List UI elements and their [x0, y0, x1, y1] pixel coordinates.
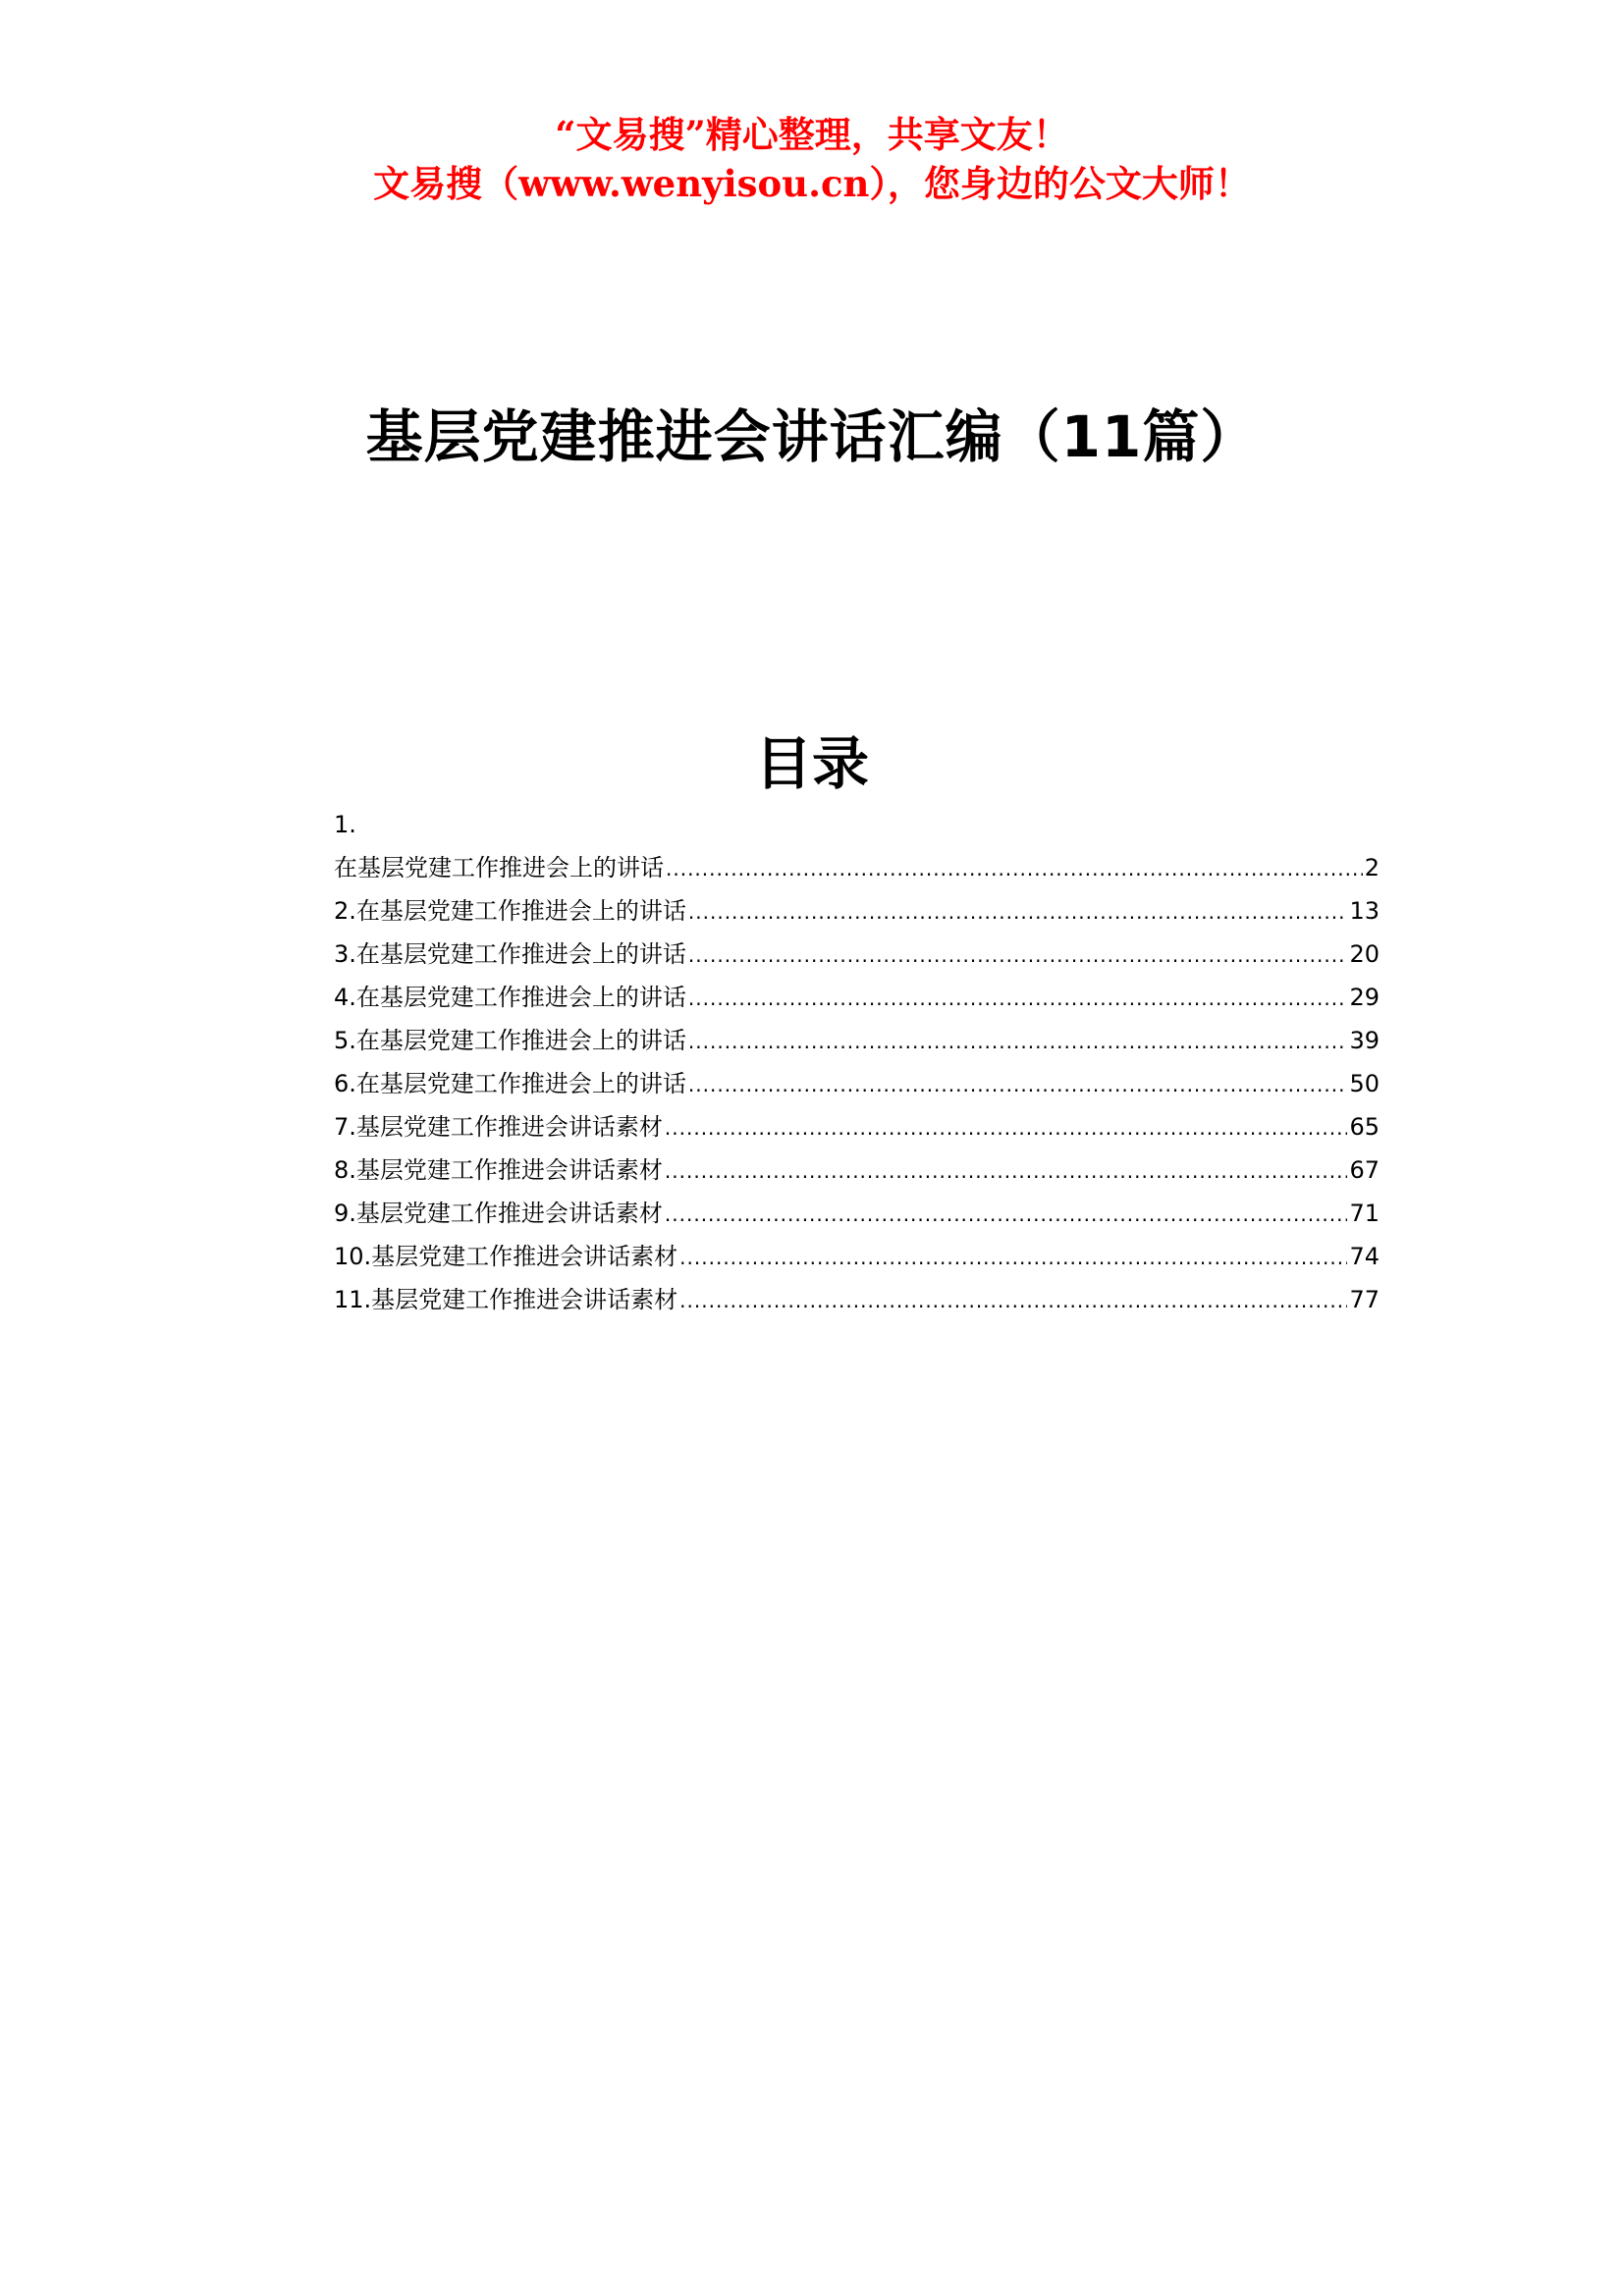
- toc-entry-page: 2: [1364, 854, 1380, 881]
- table-of-contents: [334, 803, 1380, 1321]
- toc-entry-page: 77: [1349, 1286, 1380, 1313]
- toc-entry-number: 5.: [334, 1027, 356, 1054]
- toc-entry-text: 在基层党建工作推进会上的讲话: [355, 1070, 686, 1097]
- toc-entry-title: [334, 1192, 663, 1235]
- toc-entry-4[interactable]: [334, 976, 1380, 1019]
- toc-dot-leader: [679, 1236, 1347, 1279]
- toc-dot-leader: [679, 1279, 1347, 1322]
- toc-entry-3[interactable]: [334, 933, 1380, 976]
- toc-entry-page: 13: [1349, 897, 1380, 925]
- toc-entry-10[interactable]: [334, 1235, 1380, 1278]
- toc-entry-text: 基层党建工作推进会讲话素材: [355, 1113, 663, 1141]
- toc-entry-title: [334, 1148, 663, 1192]
- toc-entry-text: 基层党建工作推进会讲话素材: [355, 1156, 663, 1184]
- toc-entry-title: [334, 933, 686, 976]
- toc-entry-title: [334, 846, 664, 889]
- toc-dot-leader: [666, 847, 1363, 890]
- toc-dot-leader: [688, 1063, 1348, 1106]
- toc-entry-number: 3.: [334, 940, 356, 968]
- toc-entry-text: 在基层党建工作推进会上的讲话: [334, 854, 664, 881]
- toc-entry-number: 6.: [334, 1070, 356, 1097]
- toc-entry-number: 2.: [334, 897, 356, 925]
- toc-entry-1-number: 1.: [334, 811, 356, 838]
- toc-entry-title: [334, 889, 686, 933]
- toc-entry-title: [334, 1105, 663, 1148]
- toc-entry-page: 71: [1349, 1200, 1380, 1227]
- toc-entry-number: 9.: [334, 1200, 356, 1227]
- toc-entry-title: [334, 1235, 677, 1278]
- toc-dot-leader: [665, 1193, 1348, 1236]
- toc-entry-number: 11.: [334, 1286, 372, 1313]
- toc-entry-page: 20: [1349, 940, 1380, 968]
- toc-dot-leader: [665, 1106, 1348, 1149]
- toc-dot-leader: [688, 977, 1348, 1020]
- toc-entry-9[interactable]: [334, 1192, 1380, 1235]
- toc-entry-6[interactable]: [334, 1062, 1380, 1105]
- document-title: 基层党建推进会讲话汇编（11篇）: [365, 403, 1259, 470]
- toc-entry-text: 基层党建工作推进会讲话素材: [355, 1200, 663, 1227]
- toc-entry-page: 39: [1349, 1027, 1380, 1054]
- toc-entry-11[interactable]: [334, 1278, 1380, 1321]
- toc-entry-title: [334, 976, 686, 1019]
- toc-dot-leader: [688, 934, 1348, 977]
- toc-entry-7[interactable]: [334, 1105, 1380, 1148]
- toc-entry-page: 50: [1349, 1070, 1380, 1097]
- toc-dot-leader: [688, 1020, 1348, 1063]
- toc-entry-page: 67: [1349, 1156, 1380, 1184]
- toc-entry-page: 29: [1349, 984, 1380, 1011]
- toc-entry-text: 在基层党建工作推进会上的讲话: [355, 1027, 686, 1054]
- toc-entry-title: [334, 1019, 686, 1062]
- toc-entry-number: 8.: [334, 1156, 356, 1184]
- promo-line-2: 文易搜（www.wenyisou.cn），您身边的公文大师！: [373, 162, 1251, 205]
- toc-dot-leader: [688, 890, 1348, 934]
- toc-entry-text: 基层党建工作推进会讲话素材: [371, 1243, 678, 1270]
- toc-entry-text: 在基层党建工作推进会上的讲话: [355, 984, 686, 1011]
- toc-entry-5[interactable]: [334, 1019, 1380, 1062]
- toc-entry-number: 7.: [334, 1113, 356, 1141]
- toc-heading: 目录: [754, 730, 869, 797]
- toc-entry-1[interactable]: [334, 846, 1380, 889]
- toc-entry-number: 4.: [334, 984, 356, 1011]
- promo-line-1: “文易搜”精心整理，共享文友！: [555, 113, 1069, 156]
- promo-banner: [0, 110, 1624, 208]
- toc-entry-text: 在基层党建工作推进会上的讲话: [355, 897, 686, 925]
- toc-entry-text: 在基层党建工作推进会上的讲话: [355, 940, 686, 968]
- toc-entry-title: [334, 1062, 686, 1105]
- toc-entry-8[interactable]: [334, 1148, 1380, 1192]
- toc-entry-text: 基层党建工作推进会讲话素材: [371, 1286, 678, 1313]
- toc-entry-2[interactable]: [334, 889, 1380, 933]
- toc-entry-page: 65: [1349, 1113, 1380, 1141]
- toc-entry-page: 74: [1349, 1243, 1380, 1270]
- toc-dot-leader: [665, 1149, 1348, 1193]
- toc-entry-number: 10.: [334, 1243, 372, 1270]
- toc-entry-title: [334, 1278, 677, 1321]
